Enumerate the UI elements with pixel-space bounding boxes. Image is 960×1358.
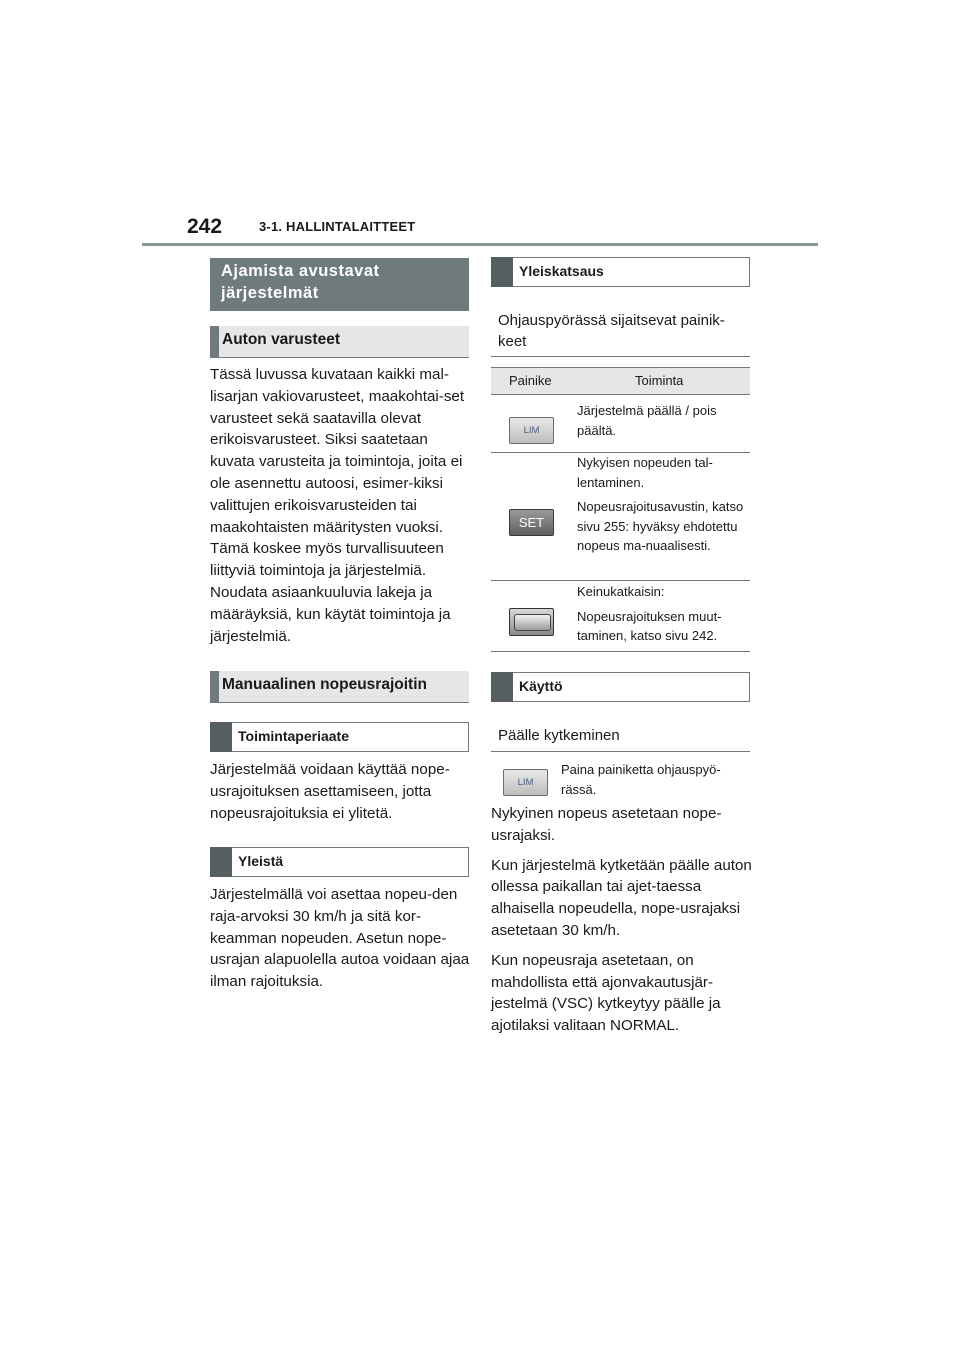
subheading-text: Yleistä: [238, 853, 284, 869]
subheading-kaytto: [491, 672, 750, 702]
page-number: 242: [187, 215, 223, 238]
lim-button-icon: LIM: [509, 417, 554, 444]
subheading-yleiskatsaus: [491, 257, 750, 287]
section-heading-nopeusrajoitin: [210, 671, 469, 703]
vehicle-equipment-paragraph: [210, 364, 472, 655]
main-section-title: [210, 258, 469, 311]
subheading-text: Yleiskatsaus: [519, 263, 604, 279]
switch-on-heading-text: Päälle kytkeminen: [498, 727, 620, 744]
main-title-line2: järjestelmät: [221, 284, 319, 302]
column-header-toiminta: Toiminta: [635, 373, 684, 388]
subheading-toimintaperiaate: [210, 722, 469, 752]
function-text: Nopeusrajoitusavustin, katso sivu 255: hyväksy ehdotettu nopeus ma-nuaalisesti.: [577, 499, 744, 553]
function-text: Järjestelmä päällä / pois päältä.: [577, 403, 717, 438]
switch-on-heading: [491, 722, 750, 752]
paragraph-text: Nykyinen nopeus asetetaan nope-usrajaksi.: [491, 805, 722, 844]
subheading-marker: [210, 722, 232, 752]
header-divider: [142, 243, 818, 246]
function-text: Nopeusrajoituksen muut-taminen, katso sivu 242.: [577, 608, 722, 643]
table-header: [491, 367, 750, 395]
paragraph-text: Järjestelmää voidaan käyttää nope-usrajoituksen asettamiseen, jotta nopeusrajoituksia ei ylitetä.: [210, 761, 450, 822]
subheading-yleista: [210, 847, 469, 877]
subheading-text: Käyttö: [519, 678, 563, 694]
subheading-text: Toimintaperiaate: [238, 728, 349, 744]
section-heading-text: Manuaalinen nopeusrajoitin: [222, 676, 427, 693]
press-button-instruction: Paina painiketta ohjauspyö-rässä.: [561, 762, 721, 797]
lim-button-icon: LIM: [503, 769, 548, 796]
paragraph-text: Tässä luvussa kuvataan kaikki mal-lisarjan vakiovarusteet, maakohtai-set varusteet sekä saatavilla olevat erikoisvarusteet. Siksi saatetaan kuvata varusteita ja toimintoja, joita ei ole asennettu autoosi, esimer-kiksi valittujen erikoisvarusteiden tai maakohtaisten määritysten vuoksi. Tämä koskee myös turvallisuuteen liittyviä toimintoja ja järjestelmiä. Noudata asiaankuuluvia lakeja ja määräyksiä, kun käytät toimintoja ja järjestelmiä.: [210, 366, 465, 645]
set-button-icon: SET: [509, 509, 554, 536]
section-heading-text: Auton varusteet: [222, 331, 340, 348]
rocker-switch-paddle: [514, 614, 551, 631]
table-cell-function: [577, 401, 747, 445]
section-heading-auton-varusteet: [210, 326, 469, 358]
subheading-marker: [491, 672, 513, 702]
table-row: [491, 453, 750, 581]
overview-heading: [491, 306, 750, 357]
paragraph-text: Kun järjestelmä kytketään päälle auton ollessa paikallan tai ajet-taessa alhaisella nopeudella, nope-usrajaksi asetetaan 30 km/h.: [491, 856, 752, 939]
section-marker: [210, 671, 219, 702]
subheading-marker: [210, 847, 232, 877]
function-text: Nykyisen nopeuden tal-lentaminen.: [577, 455, 713, 490]
table-cell-function: [577, 582, 747, 651]
column-header-painike: Painike: [509, 373, 552, 388]
table-row: [491, 395, 750, 453]
table-cell-function: [577, 453, 747, 561]
paragraph-text: Kun nopeusraja asetetaan, on mahdollista että ajonvakautusjär-jestelmä (VSC) kytkeytyy päälle ja ajotilaksi valitaan NORMAL.: [491, 951, 721, 1035]
function-text: Keinukatkaisin:: [577, 584, 665, 599]
rocker-switch-icon: [509, 608, 554, 636]
usage-paragraphs: [491, 803, 753, 1045]
chapter-title: 3-1. HALLINTALAITTEET: [259, 219, 416, 234]
general-paragraph: [210, 884, 472, 1001]
section-marker: [210, 326, 219, 357]
overview-heading-text: Ohjauspyörässä sijaitsevat painik-keet: [498, 312, 725, 350]
paragraph-text: Järjestelmällä voi asettaa nopeu-den raja-arvoksi 30 km/h ja sitä kor-keamman nopeuden. Asetun nope-usrajan alapuolella autoa voidaan ajaa ilman rajoituksia.: [210, 886, 470, 991]
subheading-marker: [491, 257, 513, 287]
main-title-line1: Ajamista avustavat: [221, 262, 380, 280]
table-row: [491, 581, 750, 652]
principle-paragraph: [210, 759, 472, 832]
